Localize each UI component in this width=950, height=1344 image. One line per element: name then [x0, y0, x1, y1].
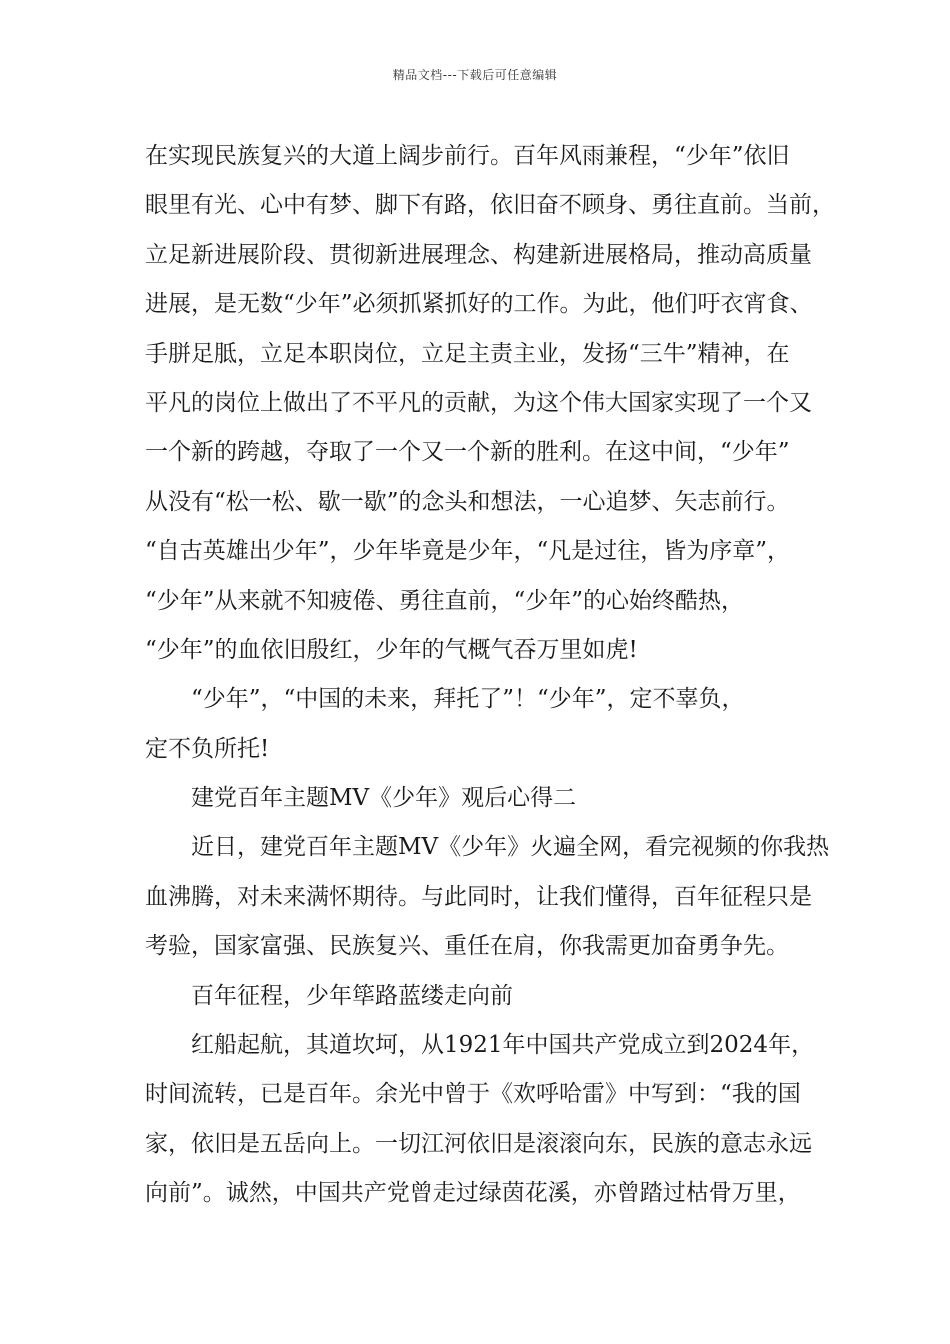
text-line: 考验，国家富强、民族复兴、重任在肩，你我需更加奋勇争先。: [145, 933, 789, 960]
text-line: 红船起航，其道坎坷，从1921年中国共产党成立到2024年，: [191, 1032, 815, 1059]
text-line: 百年征程，少年筚路蓝缕走向前: [191, 982, 513, 1009]
text-line: 从没有“松一松、歇一歇”的念头和想法，一心追梦、矢志前行。: [145, 488, 790, 515]
text-line: 向前”。诚然，中国共产党曾走过绿茵花溪，亦曾踏过枯骨万里，: [145, 1180, 801, 1207]
text-line: 建党百年主题MV《少年》观后心得二: [191, 785, 577, 812]
text-line: “少年”，“中国的未来，拜托了”！“少年”，定不辜负，: [191, 686, 745, 713]
text-line: 进展，是无数“少年”必须抓紧抓好的工作。为此，他们吁衣宵食、: [145, 291, 813, 318]
text-line: “自古英雄出少年”，少年毕竟是少年，“凡是过往，皆为序章”，: [145, 538, 791, 565]
page-header: 精品文档---下载后可任意编辑: [392, 68, 558, 82]
text-line: 近日，建党百年主题MV《少年》火遍全网，看完视频的你我热: [191, 834, 830, 861]
text-line: 平凡的岗位上做出了不平凡的贡献，为这个伟大国家实现了一个又: [145, 389, 812, 416]
text-line: 一个新的跨越，夺取了一个又一个新的胜利。在这中间，“少年”: [145, 439, 790, 466]
text-line: 家，依旧是五岳向上。一切江河依旧是滚滚向东，民族的意志永远: [145, 1130, 812, 1157]
text-line: 立足新进展阶段、贯彻新进展理念、构建新进展格局，推动高质量: [145, 241, 812, 268]
text-line: “少年”的血依旧殷红，少年的气概气吞万里如虎!: [145, 636, 638, 663]
text-line: 手胼足胝，立足本职岗位，立足主责主业，发扬“三牛”精神，在: [145, 340, 790, 367]
text-line: 眼里有光、心中有梦、脚下有路，依旧奋不顾身、勇往直前。当前，: [145, 192, 835, 219]
text-line: 在实现民族复兴的大道上阔步前行。百年风雨兼程，“少年”依旧: [145, 143, 790, 169]
text-line: “少年”从来就不知疲倦、勇往直前，“少年”的心始终酷热，: [145, 587, 745, 614]
text-line: 血沸腾，对未来满怀期待。与此同时，让我们懂得，百年征程只是: [145, 883, 812, 910]
text-line: 时间流转，已是百年。余光中曾于《欢呼哈雷》中写到：“我的国: [145, 1081, 801, 1108]
document-body: [145, 132, 835, 1219]
text-line: 定不负所托!: [145, 735, 270, 762]
